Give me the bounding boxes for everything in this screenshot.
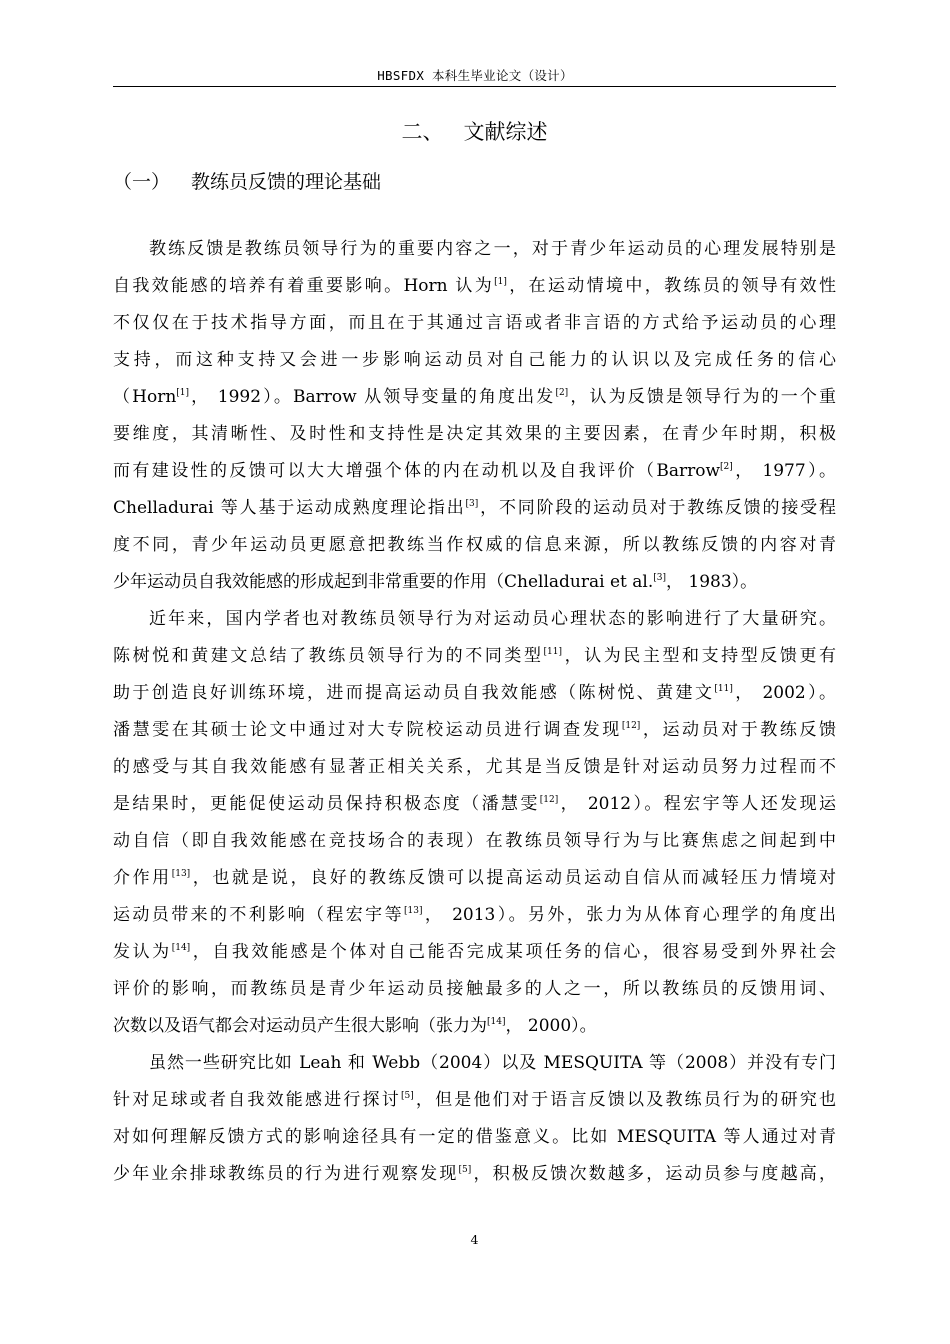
- text-run: 潘慧雯在其硕士论文中通过对大专院校运动员进行调查发现: [113, 720, 622, 740]
- text-line: [113, 638, 836, 675]
- text-run: 发认为: [113, 942, 172, 962]
- text-run: 教练反馈是教练员领导行为的重要内容之一，对于青少年运动员的心理发展特别是: [149, 239, 836, 259]
- body-text: [113, 231, 836, 1193]
- page-number: 4: [470, 1232, 479, 1247]
- chapter-heading: [113, 116, 836, 146]
- text-run: 而有建设性的反馈可以大大增强个体的内在动机以及自我评价（Barrow: [113, 461, 721, 481]
- text-run: 少年业余排球教练员的行为进行观察发现: [113, 1164, 459, 1184]
- text-run: Chelladurai 等人基于运动成熟度理论指出: [113, 498, 466, 518]
- citation-ref: [14]: [487, 1017, 506, 1027]
- section-title: 教练员反馈的理论基础: [191, 171, 382, 193]
- running-header: HBSFDX 本科生毕业论文（设计）: [377, 68, 573, 83]
- text-run: ，认为民主型和支持型反馈更有: [562, 646, 837, 666]
- chapter-title: 文献综述: [463, 120, 548, 144]
- text-line: [113, 823, 836, 860]
- text-run: 要维度，其清晰性、及时性和支持性是决定其效果的主要因素，在青少年时期，积极: [113, 424, 836, 444]
- text-run: 陈树悦和黄建文总结了教练员领导行为的不同类型: [113, 646, 544, 666]
- citation-ref: [12]: [621, 721, 641, 731]
- text-run: ，也就是说，良好的教练反馈可以提高运动员运动自信从而减轻压力情境对: [190, 868, 837, 888]
- text-line: [113, 1008, 836, 1045]
- text-run: ，在运动情境中，教练员的领导有效性: [506, 276, 836, 296]
- text-line: [113, 934, 836, 971]
- citation-ref: [5]: [400, 1091, 414, 1101]
- text-run: 助于创造良好训练环境，进而提高运动员自我效能感（陈树悦、黄建文: [113, 683, 715, 703]
- text-run: 支持，而这种支持又会进一步影响运动员对自己能力的认识以及完成任务的信心: [113, 350, 836, 370]
- text-line: [113, 379, 836, 416]
- text-line: [113, 712, 836, 749]
- text-run: ， 2000）。: [505, 1016, 597, 1036]
- text-run: ，运动员对于教练反馈: [640, 720, 837, 740]
- text-run: 对如何理解反馈方式的影响途径具有一定的借鉴意义。比如 MESQUITA 等人通过对青: [113, 1127, 836, 1147]
- text-line: [113, 786, 836, 823]
- text-line: [113, 860, 836, 897]
- text-run: 针对足球或者自我效能感进行探讨: [113, 1090, 401, 1110]
- text-line: [113, 231, 836, 268]
- text-line: [113, 1156, 836, 1193]
- citation-ref: [5]: [458, 1165, 472, 1175]
- text-line: [113, 1119, 836, 1156]
- citation-ref: [1]: [494, 277, 507, 287]
- text-run: ， 2012）。程宏宇等人还发现运: [558, 794, 836, 814]
- section-number: （一）: [113, 171, 171, 193]
- citation-ref: [1]: [176, 388, 190, 398]
- text-line: [113, 268, 836, 305]
- citation-ref: [3]: [653, 573, 666, 583]
- text-run: 介作用: [113, 868, 172, 888]
- text-run: 不仅仅在于技术指导方面，而且在于其通过言语或者非言语的方式给予运动员的心理: [113, 313, 836, 333]
- text-run: ，不同阶段的运动员对于教练反馈的接受程: [478, 498, 837, 518]
- citation-ref: [11]: [543, 647, 563, 657]
- header-rule: [113, 86, 836, 87]
- text-run: ， 1977）。: [732, 461, 836, 481]
- text-line: [113, 564, 836, 601]
- text-run: 是结果时，更能促使运动员保持积极态度（潘慧雯: [113, 794, 540, 814]
- citation-ref: [2]: [720, 462, 733, 472]
- text-line: [113, 971, 836, 1008]
- text-run: 次数以及语气都会对运动员产生很大影响（张力为: [113, 1016, 487, 1036]
- text-run: ， 2013）。另外，张力为从体育心理学的角度出: [422, 905, 837, 925]
- text-run: ，自我效能感是个体对自己能否完成某项任务的信心，很容易受到外界社会: [190, 942, 837, 962]
- citation-ref: [13]: [171, 869, 191, 879]
- citation-ref: [11]: [714, 684, 733, 694]
- citation-ref: [12]: [539, 795, 559, 805]
- text-run: 评价的影响，而教练员是青少年运动员接触最多的人之一，所以教练员的反馈用词、: [113, 979, 836, 999]
- text-run: 动自信（即自我效能感在竞技场合的表现）在教练员领导行为与比赛焦虑之间起到中: [113, 831, 836, 851]
- text-run: 自我效能感的培养有着重要影响。Horn 认为: [113, 276, 495, 296]
- text-line: [113, 1082, 836, 1119]
- text-run: 的感受与其自我效能感有显著正相关关系，尤其是当反馈是针对运动员努力过程而不: [113, 757, 836, 777]
- text-run: ，但是他们对于语言反馈以及教练员行为的研究也: [413, 1090, 837, 1110]
- citation-ref: [14]: [171, 943, 191, 953]
- chapter-number: 二、: [401, 120, 444, 144]
- citation-ref: [3]: [465, 499, 479, 509]
- text-run: ，认为反馈是领导行为的一个重: [568, 387, 836, 407]
- text-run: ， 2002）。: [732, 683, 837, 703]
- text-line: [113, 490, 836, 527]
- citation-ref: [2]: [555, 388, 569, 398]
- text-run: 近年来，国内学者也对教练员领导行为对运动员心理状态的影响进行了大量研究。: [149, 609, 836, 629]
- text-run: 度不同，青少年运动员更愿意把教练当作权威的信息来源，所以教练反馈的内容对青: [113, 535, 836, 555]
- citation-ref: [13]: [403, 906, 423, 916]
- text-line: [113, 342, 836, 379]
- text-line: [113, 527, 836, 564]
- text-run: 虽然一些研究比如 Leah 和 Webb（2004）以及 MESQUITA 等（2008）并没有专门: [149, 1053, 836, 1073]
- text-run: ， 1992）。Barrow 从领导变量的角度出发: [189, 387, 556, 407]
- text-run: （Horn: [113, 387, 177, 407]
- text-line: [113, 749, 836, 786]
- text-line: [113, 416, 836, 453]
- text-line: [113, 601, 836, 638]
- section-heading: [113, 167, 381, 194]
- text-line: [113, 305, 836, 342]
- text-line: [113, 1045, 836, 1082]
- text-run: ，积极反馈次数越多，运动员参与度越高，: [471, 1164, 837, 1184]
- text-line: [113, 675, 836, 712]
- text-line: [113, 453, 836, 490]
- text-line: [113, 897, 836, 934]
- text-run: ， 1983）。: [665, 572, 758, 592]
- text-run: 少年运动员自我效能感的形成起到非常重要的作用（Chelladurai et al.: [113, 572, 654, 592]
- text-run: 运动员带来的不利影响（程宏宇等: [113, 905, 404, 925]
